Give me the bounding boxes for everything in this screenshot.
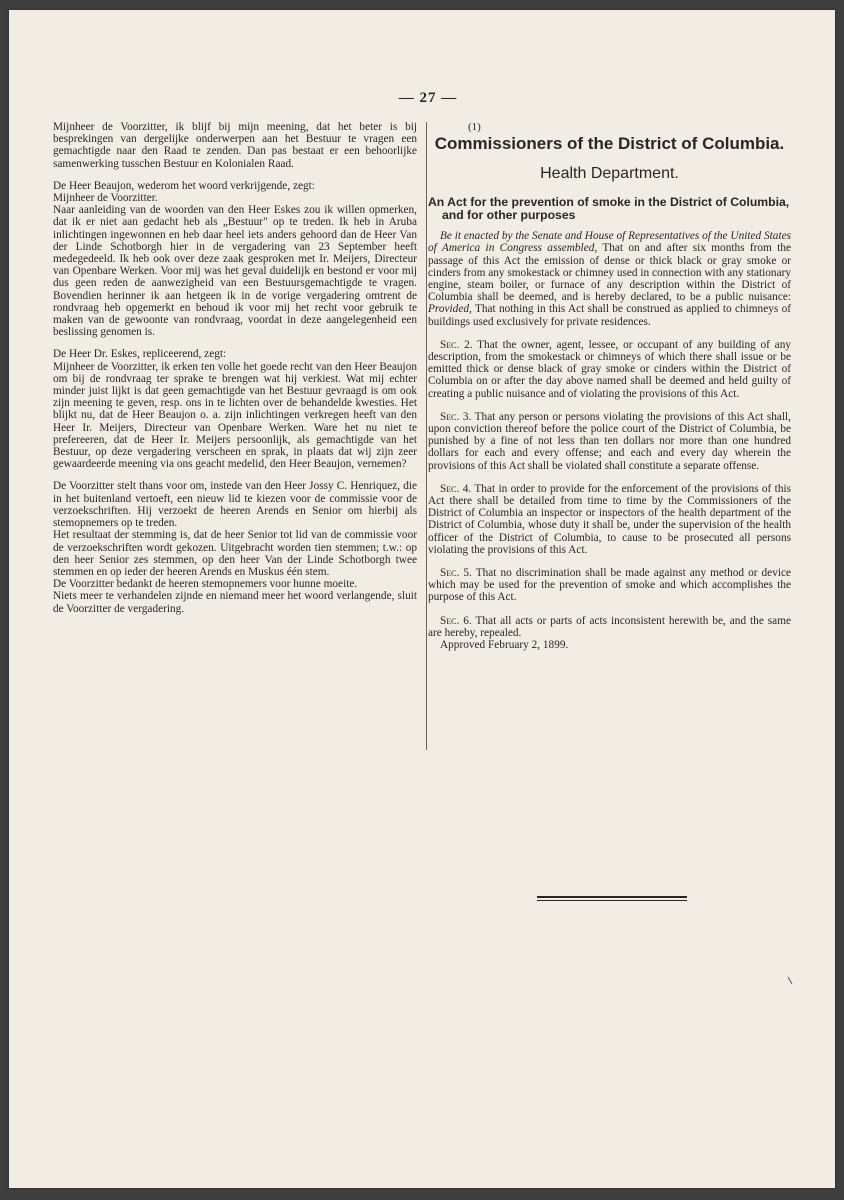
section-label: Sec. 4. bbox=[440, 482, 472, 495]
paragraph: De Voorzitter stelt thans voor om, instede van den Heer Jossy C. Henriquez, die in het buitenland vertoeft, een nieuw lid te kiezen voor de commissie voor de verzoekschriften. Hij verzoekt de heeren Arends en Senior om hierbij als stemopnemers op te treden. bbox=[53, 480, 417, 530]
proviso-text: That nothing in this Act shall be construed as applied to chimneys of buildings used exclusively for private residences. bbox=[428, 303, 791, 328]
paragraph: Mijnheer de Voorzitter, ik erken ten volle het goede recht van den Heer Beaujon om bij de rondvraag ter sprake te brengen wat hij verkiest. Wat mij echter minder juist lijkt is dat geen gemachtigde van het Bestuur gevraagd is om ook zijn meening te geven, resp. ons in te lichten over de behandelde kwesties. Het blijkt nu, dat de Heer Beaujon o. a. zijn inlichtingen verkregen heeft van den Heer Ir. Meijers, Directeur van Openbare Werken. Ware het nu niet te prefereeren, dat de Heer Ir. Meijers persoonlijk, als gemachtigde van het Bestuur, op deze vergadering verscheen en sprak, in plaats dat wij zijn zeer gewaardeerde meening via ons geacht medelid, den Heer Beaujon, vernemen? bbox=[53, 360, 417, 471]
section-label: Sec. 3. bbox=[440, 410, 472, 423]
paragraph: De Heer Beaujon, wederom het woord verkrijgende, zegt: bbox=[53, 179, 315, 192]
document-subtitle: Health Department. bbox=[540, 165, 679, 183]
paragraph: Mijnheer de Voorzitter. bbox=[53, 192, 158, 205]
section-text: That all acts or parts of acts inconsistent herewith be, and the same are hereby, repealed. bbox=[428, 614, 791, 639]
act-heading: An Act for the prevention of smoke in the District of Columbia, and for other purposes bbox=[428, 195, 790, 223]
paragraph: Mijnheer de Voorzitter, ik blijf bij mijn meening, dat het beter is bij besprekingen van dergelijke onderwerpen aan het Bestuur te vragen een gemachtigde naar den Raad te zenden. Dan pas bestaat er een behoorlijke samenwerking tusschen Bestuur en Kolonialen Raad. bbox=[53, 121, 417, 170]
section-5 bbox=[428, 567, 791, 604]
section-3 bbox=[428, 411, 791, 472]
section-label: Sec. 2. bbox=[440, 338, 473, 351]
footnote-marker: (1) bbox=[468, 121, 481, 133]
left-column bbox=[53, 121, 417, 615]
right-column bbox=[428, 121, 791, 651]
paragraph: De Voorzitter bedankt de heeren stemopnemers voor hunne moeite. bbox=[53, 578, 358, 591]
section-2 bbox=[428, 339, 791, 400]
end-rule-thin bbox=[537, 900, 687, 901]
section-text: That in order to provide for the enforcement of the provisions of this Act there shall be detailed from time to time by the Commissioners of the District of Columbia an inspector or inspectors of the health department of the District of Columbia, whose duty it shall be, under the supervision of the health officer of the District of Columbia, to cause to be prosecuted all persons violating the provisions of this Act. bbox=[428, 482, 791, 556]
column-divider bbox=[426, 122, 427, 750]
paragraph: Niets meer te verhandelen zijnde en niemand meer het woord verlangende, sluit de Voorzitter de vergadering. bbox=[53, 590, 417, 615]
enacting-clause: Be it enacted by the Senate and House of Representatives of the United States of America in Congress assembled, bbox=[428, 230, 791, 255]
paragraph: Het resultaat der stemming is, dat de heer Senior tot lid van de commissie voor de verzoekschriften wordt gekozen. Uitgebracht worden tien stemmen; t.w.: op den heer Senior zes stemmen, op den heer Van der Linde Schotborgh twee stemmen en op ieder der heeren Arends en Muskus één stem. bbox=[53, 529, 417, 578]
section-1-text: That on and after six months from the passage of this Act the emission of dense or thick black or gray smoke or cinders from any smokestack or chimney used in connection with any stationary engine, steam boiler, or furnace of any description within the District of Columbia shall be deemed, and is hereby declared, to be a public nuisance: bbox=[428, 242, 791, 304]
section-text: That the owner, agent, lessee, or occupant of any building of any description, from the smokestack or chimneys of which there shall issue or be emitted thick or dense black of gray smoke or cinders within the District of Columbia on or after the day above named shall be deemed and held guilty of creating a public nuisance and of violating the provisions of this Act. bbox=[428, 338, 791, 400]
paragraph: De Heer Dr. Eskes, repliceerend, zegt: bbox=[53, 348, 227, 361]
section-text: That no discrimination shall be made against any method or device which may be used for the prevention of smoke and which accomplishes the purpose of this Act. bbox=[428, 567, 792, 604]
end-rule bbox=[537, 896, 687, 898]
approved-date: Approved February 2, 1899. bbox=[440, 639, 569, 652]
section-1 bbox=[428, 230, 791, 328]
page-number: — 27 — bbox=[398, 90, 458, 106]
section-4 bbox=[428, 483, 791, 556]
section-6 bbox=[428, 615, 791, 639]
document-title: Commissioners of the District of Columbia. bbox=[434, 134, 785, 154]
section-text: That any person or persons violating the provisions of this Act shall, upon conviction thereof before the police court of the District of Columbia, be punished by a fine of not less than ten dollars nor more than one hundred dollars for each and every offense; and each and every day wherein the provisions of this Act shall be violated shall constitute a separate offense. bbox=[428, 410, 791, 472]
section-label: Sec. 5. bbox=[440, 567, 472, 580]
section-label: Sec. 6. bbox=[440, 614, 472, 627]
paragraph: Naar aanleiding van de woorden van den Heer Eskes zou ik willen opmerken, dat ik er niet aan gedacht heb als „Bestuur" op te treden. Ik heb in Aruba inlichtingen ingewonnen en heb daar heel iets anders gehoord dan de Heer Van der Linde Schotborgh hier in de vergadering van 23 September heeft medegedeeld. Ik heb ook over deze zaak gesproken met Ir. Meijers, Directeur van Openbare Werken. Voor mij was het geval duidelijk en bestond er voor mij dus geen reden de aanwezigheid van een Bestuursgemachtigde te vragen. Bovendien herinner ik aan hetgeen ik in de vorige vergadering omtrent de rondvraag heb opgemerkt en behoud ik voor mij het recht voor gebruik te maken van de gewoonte van rondvraag, voordat in deze aangelegenheid een beslissing genomen is. bbox=[53, 204, 417, 339]
proviso-label: Provided, bbox=[428, 303, 472, 316]
